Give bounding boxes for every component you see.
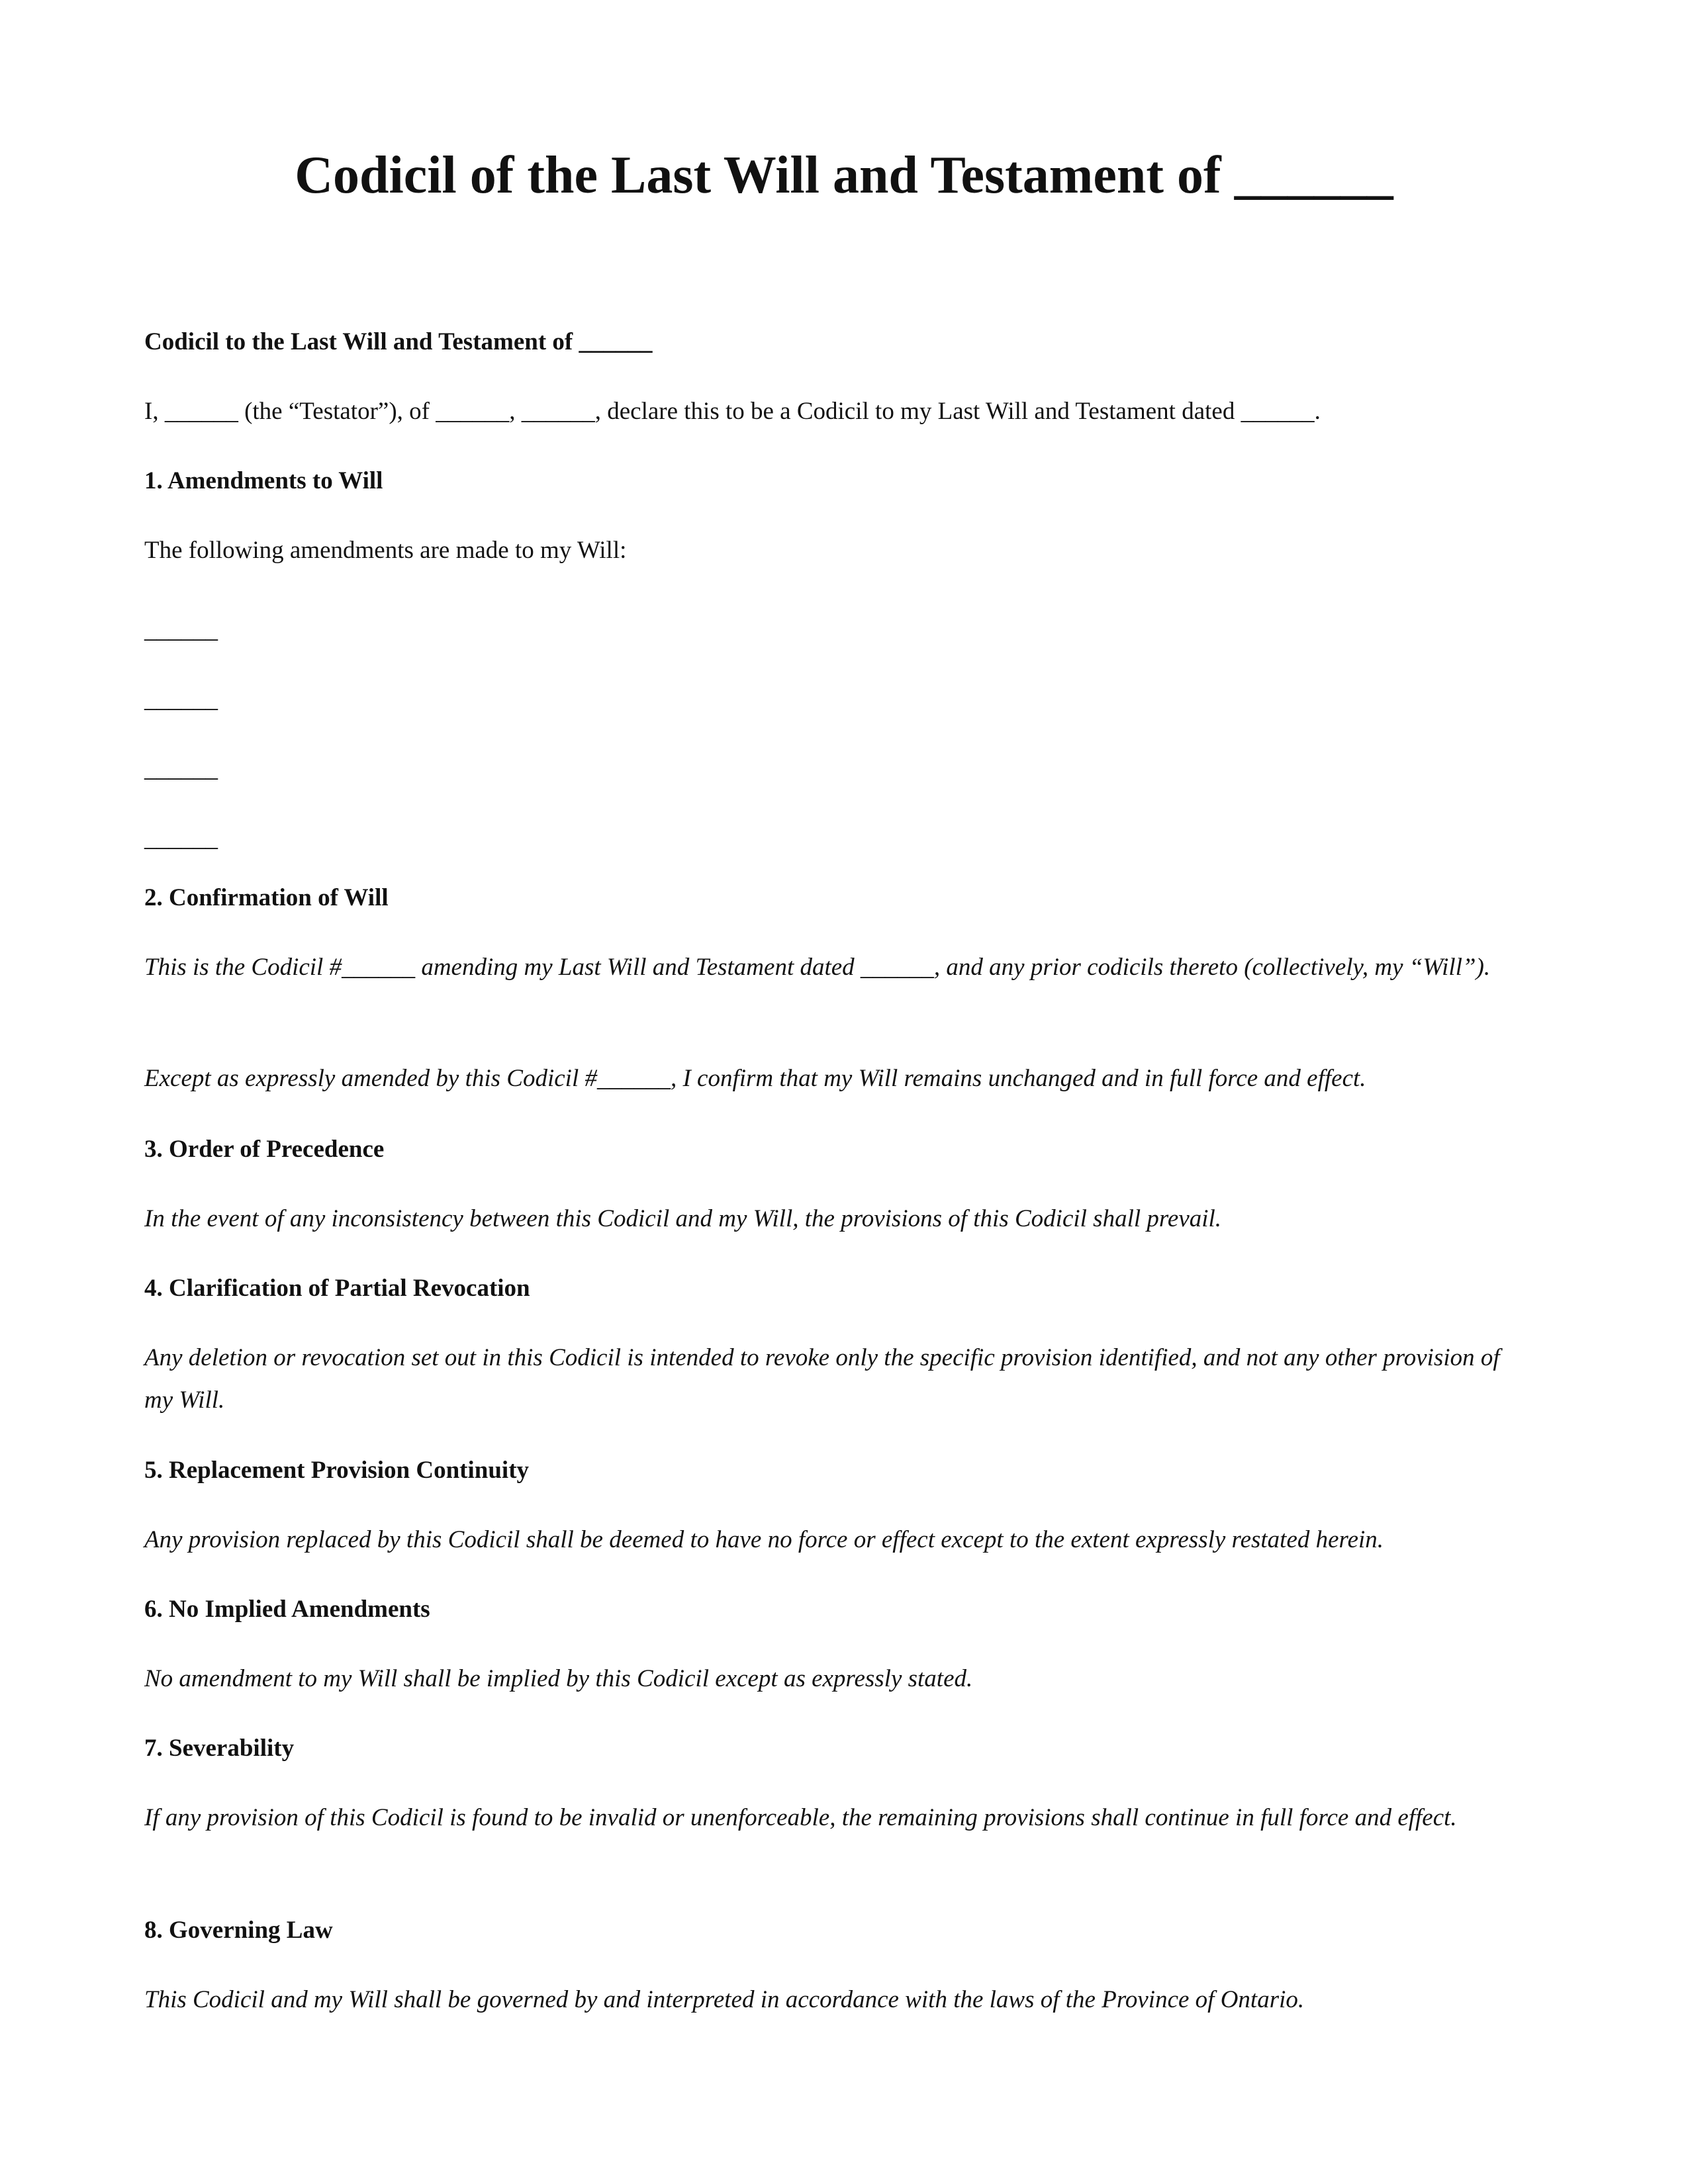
section-5-paragraph: Any provision replaced by this Codicil shall be deemed to have no force or effect except to the extent expressly restated herein.: [144, 1526, 1384, 1553]
amendment-blank-3: ______: [144, 755, 218, 782]
amendment-blank-2: ______: [144, 686, 218, 713]
amendment-blank-1: ______: [144, 616, 218, 643]
section-5-heading: 5. Replacement Provision Continuity: [144, 1457, 530, 1484]
section-1-heading: 1. Amendments to Will: [144, 467, 383, 494]
codicil-subtitle: Codicil to the Last Will and Testament of ______: [144, 328, 653, 355]
section-3-paragraph: In the event of any inconsistency between this Codicil and my Will, the provisions of this Codicil shall prevail.: [144, 1205, 1222, 1232]
section-6-heading: 6. No Implied Amendments: [144, 1596, 430, 1623]
section-7-paragraph: If any provision of this Codicil is found to be invalid or unenforceable, the remaining provisions shall continue in full force and effect.: [144, 1804, 1457, 1831]
section-2-heading: 2. Confirmation of Will: [144, 884, 389, 911]
amendment-blank-4: ______: [144, 825, 218, 852]
section-4-heading: 4. Clarification of Partial Revocation: [144, 1275, 530, 1302]
section-6-paragraph: No amendment to my Will shall be implied by this Codicil except as expressly stated.: [144, 1665, 973, 1692]
section-3-heading: 3. Order of Precedence: [144, 1136, 385, 1163]
intro-declaration: I, ______ (the “Testator”), of ______, ______, declare this to be a Codicil to my Last Will and Testament dated ______.: [144, 398, 1321, 425]
section-2-paragraph-2: Except as expressly amended by this Codicil #______, I confirm that my Will remains unchanged and in full force and effect.: [144, 1065, 1366, 1092]
section-8-heading: 8. Governing Law: [144, 1917, 333, 1944]
section-4-paragraph: Any deletion or revocation set out in this Codicil is intended to revoke only the specific provision identified, and not any other provision of my Will.: [144, 1344, 1500, 1414]
section-1-text: The following amendments are made to my Will:: [144, 537, 627, 564]
section-7-heading: 7. Severability: [144, 1735, 295, 1762]
document-title: Codicil of the Last Will and Testament of ______: [295, 146, 1393, 205]
section-2-paragraph-1: This is the Codicil #______ amending my Last Will and Testament dated ______, and any prior codicils thereto (collectively, my “Will”).: [144, 954, 1491, 981]
section-8-paragraph: This Codicil and my Will shall be governed by and interpreted in accordance with the laws of the Province of Ontario.: [144, 1986, 1305, 2013]
